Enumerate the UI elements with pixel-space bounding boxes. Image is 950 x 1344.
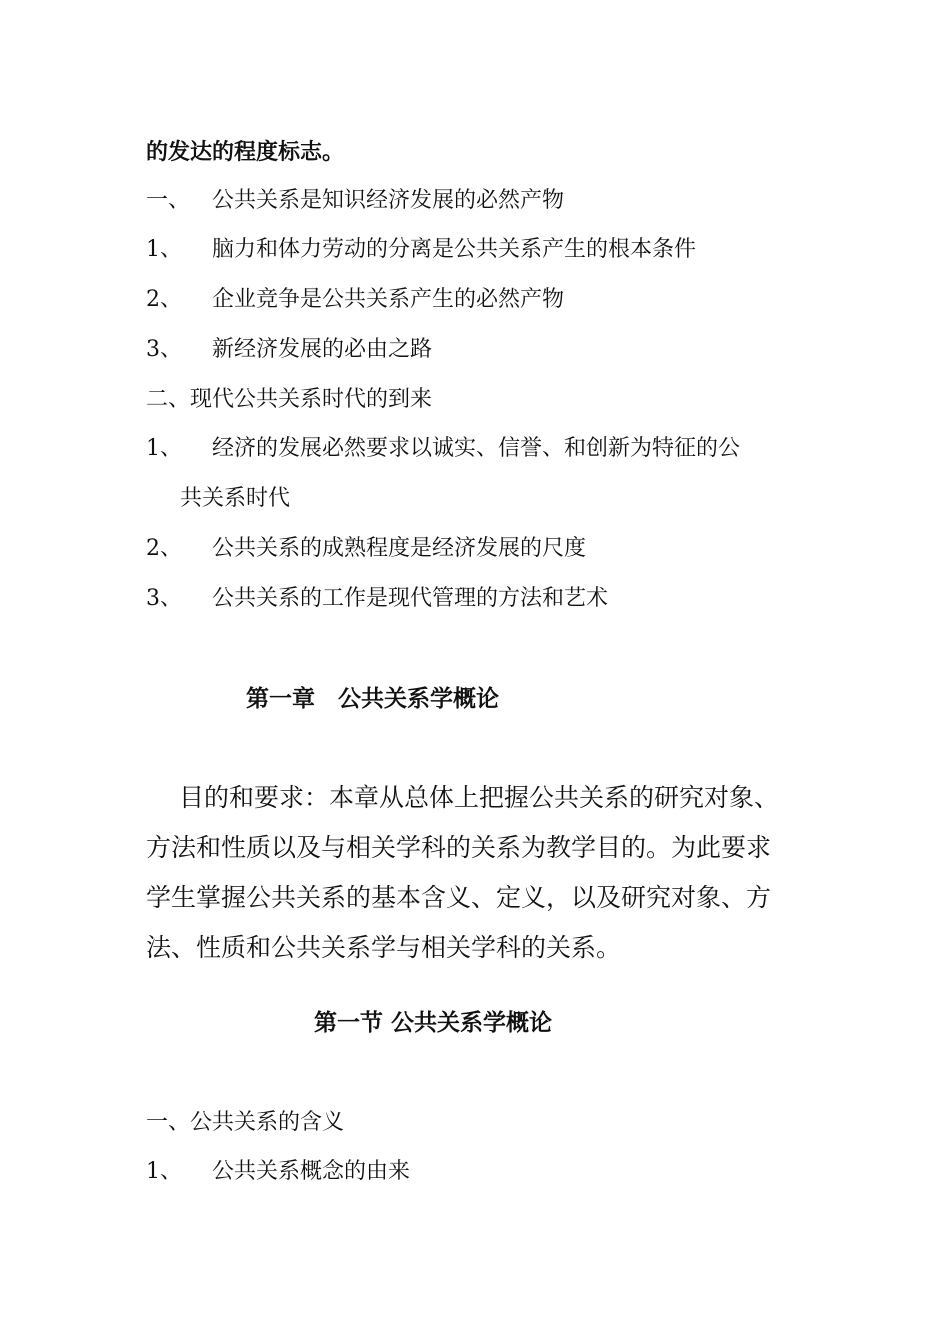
list-item	[0, 235, 950, 265]
list-item-number: 3、	[146, 586, 182, 611]
section-heading: 第一节 公共关系学概论	[314, 1009, 553, 1036]
list-item-text: 公共关系的成熟程度是经济发展的尺度	[212, 536, 587, 561]
list-item-number: 2、	[146, 287, 182, 312]
list-item-number: 3、	[146, 337, 182, 362]
objectives-line: 目的和要求：本章从总体上把握公共关系的研究对象、	[179, 783, 780, 812]
section-two-heading: 二、现代公共关系时代的到来	[146, 387, 433, 412]
top-fragment-text: 的发达的程度标志。	[146, 139, 345, 165]
chapter-title: 第一章 公共关系学概论	[246, 685, 499, 712]
list-item-text: 企业竞争是公共关系产生的必然产物	[212, 287, 565, 312]
list-item-continuation: 共关系时代	[180, 486, 291, 511]
list-item-number: 1、	[146, 1159, 182, 1184]
list-item	[0, 285, 950, 315]
list-item-number: 1、	[146, 436, 182, 461]
list-item	[0, 534, 950, 564]
list-item-text: 脑力和体力劳动的分离是公共关系产生的根本条件	[212, 237, 697, 262]
objectives-paragraph	[146, 773, 816, 973]
list-item	[0, 335, 950, 365]
list-item-text: 经济的发展必然要求以诚实、信誉、和创新为特征的公	[212, 436, 741, 461]
subsection-title: 一、公共关系的含义	[146, 1110, 345, 1135]
list-item-text: 公共关系概念的由来	[212, 1159, 411, 1184]
list-item-text: 新经济发展的必由之路	[212, 337, 433, 362]
section-one-heading	[0, 186, 950, 216]
list-item	[0, 584, 950, 614]
list-item	[0, 1157, 950, 1187]
list-item-text: 公共关系的工作是现代管理的方法和艺术	[212, 586, 609, 611]
section-one-title: 公共关系是知识经济发展的必然产物	[212, 188, 565, 213]
list-item-number: 1、	[146, 237, 182, 262]
objectives-line: 学生掌握公共关系的基本含义、定义，以及研究对象、方	[146, 883, 772, 912]
list-item	[0, 434, 950, 464]
objectives-line: 法、性质和公共关系学与相关学科的关系。	[146, 933, 622, 962]
list-item-number: 2、	[146, 536, 182, 561]
objectives-line: 方法和性质以及与相关学科的关系为教学目的。为此要求	[146, 833, 772, 862]
section-one-number: 一、	[146, 188, 191, 213]
